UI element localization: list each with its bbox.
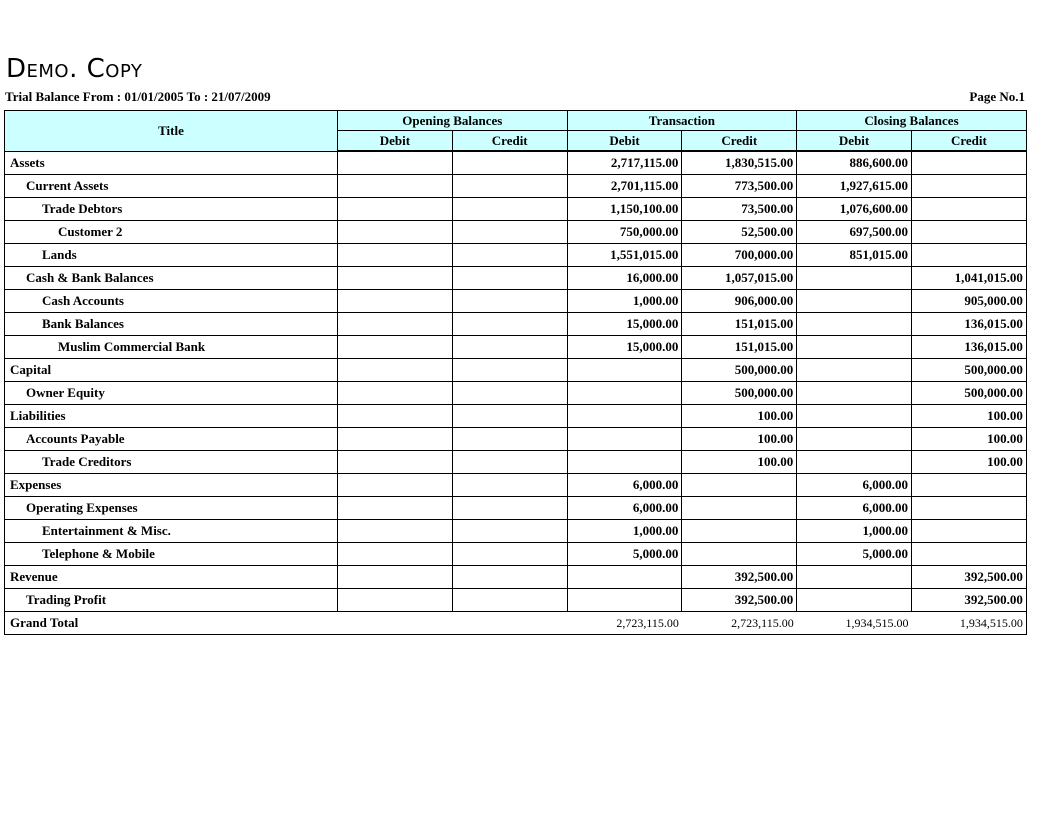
- cell-opening-credit: [452, 151, 567, 175]
- account-title: Assets: [5, 151, 338, 175]
- cell-closing-debit: [797, 336, 912, 359]
- cell-transaction-debit: 6,000.00: [567, 474, 682, 497]
- cell-opening-debit: [338, 566, 453, 589]
- table-header: [5, 111, 1027, 152]
- table-row: [5, 405, 1027, 428]
- cell-closing-credit: [912, 543, 1027, 566]
- cell-opening-credit: [452, 428, 567, 451]
- cell-opening-credit: [452, 451, 567, 474]
- cell-transaction-credit: 392,500.00: [682, 566, 797, 589]
- account-title: Accounts Payable: [5, 428, 338, 451]
- account-title: Telephone & Mobile: [5, 543, 338, 566]
- cell-opening-debit: [338, 497, 453, 520]
- cell-opening-credit: [452, 589, 567, 612]
- table-row: [5, 221, 1027, 244]
- table-row: [5, 382, 1027, 405]
- cell-opening-credit: [452, 244, 567, 267]
- grand-total-label: Grand Total: [5, 612, 338, 635]
- grand-total-transaction-debit: 2,723,115.00: [567, 612, 682, 635]
- cell-transaction-credit: 1,057,015.00: [682, 267, 797, 290]
- cell-closing-credit: 392,500.00: [912, 566, 1027, 589]
- account-title: Bank Balances: [5, 313, 338, 336]
- table-row: [5, 497, 1027, 520]
- cell-closing-debit: 851,015.00: [797, 244, 912, 267]
- cell-opening-debit: [338, 175, 453, 198]
- cell-opening-debit: [338, 474, 453, 497]
- cell-opening-debit: [338, 382, 453, 405]
- cell-transaction-debit: [567, 451, 682, 474]
- header-opening-balances: Opening Balances: [338, 111, 568, 131]
- cell-closing-credit: [912, 151, 1027, 175]
- cell-opening-debit: [338, 313, 453, 336]
- cell-transaction-credit: [682, 543, 797, 566]
- account-title: Customer 2: [5, 221, 338, 244]
- cell-transaction-debit: [567, 566, 682, 589]
- cell-closing-debit: [797, 359, 912, 382]
- cell-closing-debit: 6,000.00: [797, 497, 912, 520]
- cell-transaction-credit: 100.00: [682, 428, 797, 451]
- cell-opening-debit: [338, 221, 453, 244]
- account-title: Entertainment & Misc.: [5, 520, 338, 543]
- cell-closing-credit: 100.00: [912, 451, 1027, 474]
- cell-closing-credit: 1,041,015.00: [912, 267, 1027, 290]
- header-transaction-debit: Debit: [567, 131, 682, 152]
- cell-transaction-debit: 5,000.00: [567, 543, 682, 566]
- header-opening-credit: Credit: [452, 131, 567, 152]
- table-row: [5, 290, 1027, 313]
- table-row: [5, 244, 1027, 267]
- cell-closing-credit: [912, 198, 1027, 221]
- cell-closing-credit: [912, 474, 1027, 497]
- table-row: [5, 175, 1027, 198]
- cell-closing-debit: 5,000.00: [797, 543, 912, 566]
- cell-transaction-debit: 1,000.00: [567, 520, 682, 543]
- cell-transaction-debit: 6,000.00: [567, 497, 682, 520]
- grand-total-row: [5, 612, 1027, 635]
- cell-opening-debit: [338, 589, 453, 612]
- cell-transaction-credit: 73,500.00: [682, 198, 797, 221]
- account-title: Trade Creditors: [5, 451, 338, 474]
- cell-opening-debit: [338, 244, 453, 267]
- cell-opening-credit: [452, 543, 567, 566]
- cell-closing-credit: [912, 244, 1027, 267]
- cell-transaction-credit: 100.00: [682, 405, 797, 428]
- grand-total-closing-debit: 1,934,515.00: [797, 612, 912, 635]
- grand-total-opening-debit: [338, 612, 453, 635]
- cell-opening-credit: [452, 267, 567, 290]
- cell-transaction-debit: 15,000.00: [567, 336, 682, 359]
- cell-transaction-credit: 773,500.00: [682, 175, 797, 198]
- grand-total-opening-credit: [452, 612, 567, 635]
- cell-transaction-credit: 151,015.00: [682, 336, 797, 359]
- cell-transaction-debit: [567, 405, 682, 428]
- table-row: [5, 267, 1027, 290]
- page-number: Page No.1: [969, 89, 1025, 104]
- grand-total-closing-credit: 1,934,515.00: [912, 612, 1027, 635]
- cell-closing-credit: 136,015.00: [912, 336, 1027, 359]
- cell-opening-credit: [452, 290, 567, 313]
- account-title: Current Assets: [5, 175, 338, 198]
- cell-closing-debit: [797, 313, 912, 336]
- cell-opening-debit: [338, 428, 453, 451]
- cell-transaction-debit: 1,000.00: [567, 290, 682, 313]
- cell-closing-credit: [912, 175, 1027, 198]
- cell-transaction-debit: 2,701,115.00: [567, 175, 682, 198]
- cell-opening-debit: [338, 520, 453, 543]
- header-closing-credit: Credit: [912, 131, 1027, 152]
- cell-opening-credit: [452, 359, 567, 382]
- grand-total-transaction-credit: 2,723,115.00: [682, 612, 797, 635]
- account-title: Expenses: [5, 474, 338, 497]
- cell-transaction-debit: [567, 359, 682, 382]
- account-title: Trade Debtors: [5, 198, 338, 221]
- account-title: Liabilities: [5, 405, 338, 428]
- cell-transaction-debit: 1,150,100.00: [567, 198, 682, 221]
- cell-opening-credit: [452, 474, 567, 497]
- table-row: [5, 589, 1027, 612]
- cell-closing-debit: 6,000.00: [797, 474, 912, 497]
- cell-closing-credit: 905,000.00: [912, 290, 1027, 313]
- table-row: [5, 198, 1027, 221]
- table-row: [5, 451, 1027, 474]
- table-row: [5, 336, 1027, 359]
- account-title: Owner Equity: [5, 382, 338, 405]
- table-row: [5, 474, 1027, 497]
- cell-closing-credit: 392,500.00: [912, 589, 1027, 612]
- cell-opening-credit: [452, 405, 567, 428]
- cell-closing-debit: [797, 589, 912, 612]
- cell-opening-debit: [338, 451, 453, 474]
- cell-opening-debit: [338, 336, 453, 359]
- cell-transaction-debit: 15,000.00: [567, 313, 682, 336]
- cell-transaction-debit: 2,717,115.00: [567, 151, 682, 175]
- cell-closing-credit: [912, 520, 1027, 543]
- trial-balance-table: [4, 110, 1027, 635]
- cell-transaction-credit: 906,000.00: [682, 290, 797, 313]
- header-opening-debit: Debit: [338, 131, 453, 152]
- cell-opening-debit: [338, 290, 453, 313]
- account-title: Trading Profit: [5, 589, 338, 612]
- account-title: Cash & Bank Balances: [5, 267, 338, 290]
- account-title: Muslim Commercial Bank: [5, 336, 338, 359]
- cell-transaction-credit: 500,000.00: [682, 382, 797, 405]
- cell-opening-credit: [452, 175, 567, 198]
- cell-opening-credit: [452, 566, 567, 589]
- cell-closing-debit: [797, 428, 912, 451]
- cell-opening-credit: [452, 497, 567, 520]
- cell-closing-credit: [912, 497, 1027, 520]
- cell-transaction-credit: 700,000.00: [682, 244, 797, 267]
- header-title: Title: [5, 111, 338, 152]
- cell-opening-credit: [452, 221, 567, 244]
- cell-transaction-credit: 500,000.00: [682, 359, 797, 382]
- cell-transaction-credit: [682, 497, 797, 520]
- cell-closing-debit: [797, 451, 912, 474]
- cell-transaction-credit: 151,015.00: [682, 313, 797, 336]
- cell-opening-debit: [338, 198, 453, 221]
- header-transaction: Transaction: [567, 111, 797, 131]
- cell-opening-debit: [338, 405, 453, 428]
- cell-closing-debit: [797, 382, 912, 405]
- cell-transaction-debit: [567, 382, 682, 405]
- account-title: Lands: [5, 244, 338, 267]
- table-row: [5, 520, 1027, 543]
- account-title: Revenue: [5, 566, 338, 589]
- cell-opening-debit: [338, 151, 453, 175]
- cell-closing-debit: 1,927,615.00: [797, 175, 912, 198]
- cell-transaction-debit: [567, 589, 682, 612]
- cell-opening-credit: [452, 313, 567, 336]
- table-row: [5, 566, 1027, 589]
- cell-transaction-credit: 392,500.00: [682, 589, 797, 612]
- cell-opening-debit: [338, 543, 453, 566]
- cell-closing-credit: [912, 221, 1027, 244]
- table-row: [5, 428, 1027, 451]
- cell-transaction-debit: 1,551,015.00: [567, 244, 682, 267]
- cell-opening-debit: [338, 267, 453, 290]
- header-closing-debit: Debit: [797, 131, 912, 152]
- header-row-groups: [5, 111, 1027, 131]
- cell-opening-credit: [452, 198, 567, 221]
- cell-closing-debit: [797, 405, 912, 428]
- cell-closing-credit: 500,000.00: [912, 382, 1027, 405]
- header-closing-balances: Closing Balances: [797, 111, 1027, 131]
- report-title: Trial Balance From : 01/01/2005 To : 21/07/2009: [5, 89, 271, 104]
- cell-transaction-credit: [682, 520, 797, 543]
- table-row: [5, 543, 1027, 566]
- cell-transaction-credit: 1,830,515.00: [682, 151, 797, 175]
- cell-closing-debit: [797, 267, 912, 290]
- cell-closing-debit: 1,000.00: [797, 520, 912, 543]
- cell-closing-credit: 500,000.00: [912, 359, 1027, 382]
- cell-closing-debit: [797, 290, 912, 313]
- cell-closing-credit: 136,015.00: [912, 313, 1027, 336]
- cell-closing-debit: 1,076,600.00: [797, 198, 912, 221]
- account-title: Capital: [5, 359, 338, 382]
- account-title: Operating Expenses: [5, 497, 338, 520]
- cell-opening-credit: [452, 520, 567, 543]
- cell-transaction-credit: 52,500.00: [682, 221, 797, 244]
- account-title: Cash Accounts: [5, 290, 338, 313]
- company-name: Demo. Copy: [6, 54, 143, 84]
- table-body: [5, 151, 1027, 635]
- cell-opening-credit: [452, 382, 567, 405]
- cell-opening-debit: [338, 359, 453, 382]
- cell-closing-credit: 100.00: [912, 405, 1027, 428]
- table-row: [5, 313, 1027, 336]
- table-row: [5, 359, 1027, 382]
- cell-closing-debit: 886,600.00: [797, 151, 912, 175]
- table-row: [5, 151, 1027, 175]
- cell-closing-debit: [797, 566, 912, 589]
- cell-transaction-credit: 100.00: [682, 451, 797, 474]
- cell-transaction-debit: 750,000.00: [567, 221, 682, 244]
- cell-opening-credit: [452, 336, 567, 359]
- cell-closing-debit: 697,500.00: [797, 221, 912, 244]
- header-transaction-credit: Credit: [682, 131, 797, 152]
- cell-transaction-credit: [682, 474, 797, 497]
- cell-transaction-debit: 16,000.00: [567, 267, 682, 290]
- cell-closing-credit: 100.00: [912, 428, 1027, 451]
- cell-transaction-debit: [567, 428, 682, 451]
